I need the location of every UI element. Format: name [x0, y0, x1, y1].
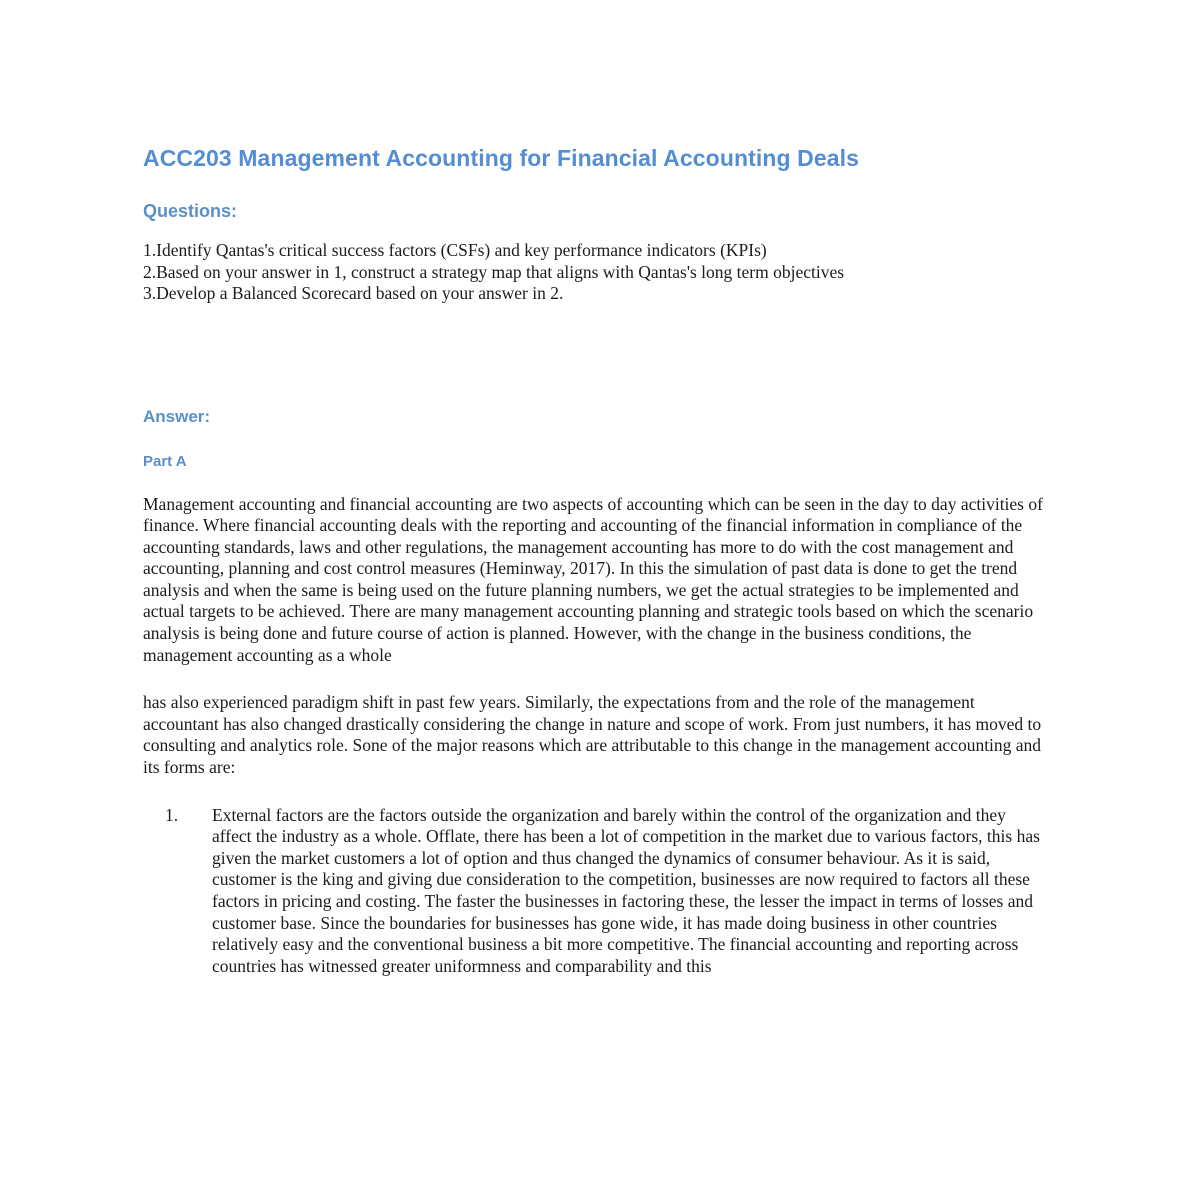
- questions-heading: Questions:: [143, 201, 238, 221]
- question-item: 2.Based on your answer in 1, construct a strategy map that aligns with Qantas's long term objectives: [143, 261, 845, 282]
- list-item-marker: 1.: [165, 804, 179, 825]
- paragraph-spacer: [143, 666, 1048, 692]
- document-content: [143, 143, 1048, 977]
- section-spacer: [143, 305, 1048, 405]
- body-paragraph: Management accounting and financial accounting are two aspects of accounting which can be seen in the day to day activities of finance. Where financial accounting deals with the reporting and accounting of the financial information in compliance of the accounting standards, laws and other regulations, the management accounting has more to do with the cost management and accounting, planning and cost control measures (Heminway, 2017). In this the simulation of past data is done to get the trend analysis and when the same is being used on the future planning numbers, we get the actual strategies to be implemented and actual targets to be achieved. There are many management accounting planning and strategic tools based on which the scenario analysis is being done and future course of action is planned. However, with the change in the business conditions, the management accounting as a whole: [143, 493, 1043, 665]
- answer-heading: Answer:: [143, 406, 211, 426]
- list-item-text: External factors are the factors outside the organization and barely within the control of the organization and they affect the industry as a whole. Offlate, there has been a lot of competition in the market due to various factors, this has given the market customers a lot of option and thus changed the dynamics of consumer behaviour. As it is said, customer is the king and giving due consideration to the competition, businesses are now required to factors all these factors in pricing and costing. The faster the businesses in factoring these, the lesser the impact in terms of losses and customer base. Since the boundaries for businesses has gone wide, it has made doing business in other countries relatively easy and the conventional business a bit more competitive. The financial accounting and reporting across countries has witnessed greater uniformness and comparability and this: [212, 804, 1040, 976]
- part-a-heading: Part A: [143, 452, 187, 470]
- question-item: 1.Identify Qantas's critical success factors (CSFs) and key performance indicators (KPIs): [143, 240, 767, 260]
- page-title: ACC203 Management Accounting for Financial Accounting Deals: [143, 145, 860, 171]
- numbered-list: [143, 805, 1048, 978]
- list-item: [143, 805, 1048, 978]
- question-item: 3.Develop a Balanced Scorecard based on your answer in 2.: [143, 283, 564, 303]
- heading-spacer: [143, 428, 1048, 451]
- paragraph-spacer: [143, 779, 1048, 805]
- heading-spacer: [143, 472, 1048, 494]
- body-paragraph: has also experienced paradigm shift in past few years. Similarly, the expectations from and the role of the management accountant has also changed drastically considering the change in nature and scope of work. From just numbers, it has moved to consulting and analytics role. Sone of the major reasons which are attributable to this change in the management accounting and its forms are:: [143, 692, 1042, 778]
- questions-list: [143, 240, 1048, 305]
